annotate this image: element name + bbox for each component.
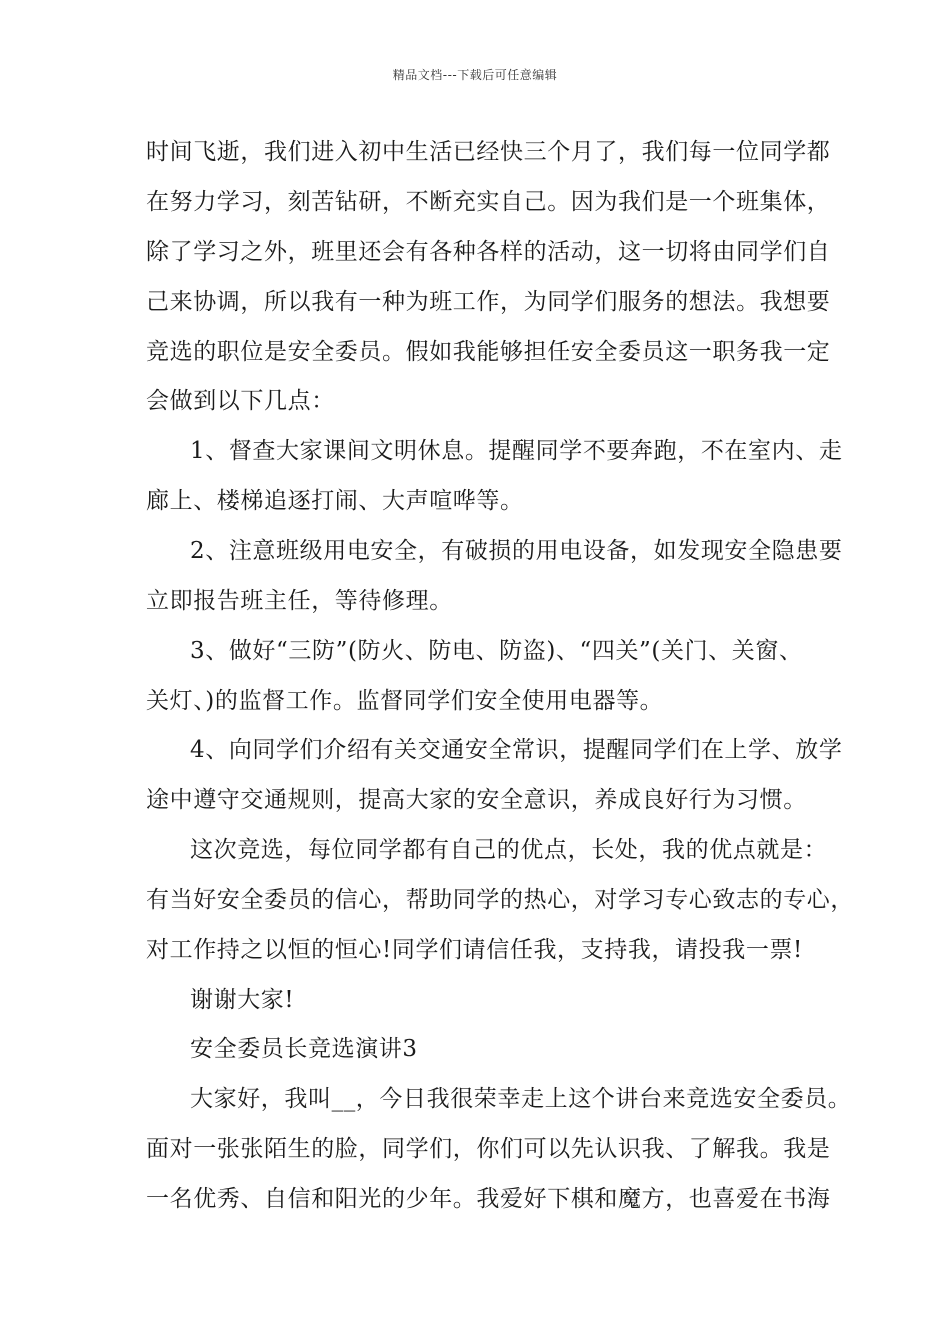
list-item-4-line-1: 4、向同学们介绍有关交通安全常识，提醒同学们在上学、放学 [190, 737, 843, 763]
list-item-3-line-1: 3、做好“三防”(防火、防电、防盗)、“四关”(关门、关窗、 [190, 638, 803, 664]
list-item-1-line-1: 1、督查大家课间文明休息。提醒同学不要奔跑，不在室内、走 [190, 438, 843, 464]
list-item-4-line-2: 途中遵守交通规则，提高大家的安全意识，养成良好行为习惯。 [146, 787, 807, 813]
closing-paragraph-line-2: 有当好安全委员的信心，帮助同学的热心，对学习专心致志的专心， [146, 887, 854, 913]
text-line-3: 除了学习之外，班里还会有各种各样的活动，这一切将由同学们自 [146, 239, 831, 265]
page-header: 精品文档---下载后可任意编辑 [392, 68, 558, 82]
text-line-5: 竞选的职位是安全委员。假如我能够担任安全委员这一职务我一定 [146, 339, 831, 365]
closing-paragraph-line-3: 对工作持之以恒的恒心!同学们请信任我，支持我，请投我一票! [146, 937, 803, 963]
speech-3-line-1: 大家好，我叫__，今日我很荣幸走上这个讲台来竞选安全委员。 [190, 1086, 852, 1112]
list-item-1-line-2: 廊上、楼梯追逐打闹、大声喧哗等。 [146, 488, 524, 514]
text-line-6: 会做到以下几点： [146, 388, 335, 414]
list-item-2-line-2: 立即报告班主任，等待修理。 [146, 588, 453, 614]
text-line-2: 在努力学习，刻苦钻研，不断充实自己。因为我们是一个班集体， [146, 189, 831, 215]
closing-paragraph-line-1: 这次竞选，每位同学都有自己的优点，长处，我的优点就是： [190, 837, 828, 863]
speech-3-line-2: 面对一张张陌生的脸，同学们，你们可以先认识我、了解我。我是 [146, 1136, 831, 1162]
thanks-line: 谢谢大家! [190, 987, 295, 1013]
list-item-3-line-2: 关灯、)的监督工作。监督同学们安全使用电器等。 [146, 688, 664, 714]
speech-3-line-3: 一名优秀、自信和阳光的少年。我爱好下棋和魔方，也喜爱在书海 [146, 1186, 831, 1212]
section-title: 安全委员长竞选演讲3 [190, 1036, 418, 1062]
text-line-1: 时间飞逝，我们进入初中生活已经快三个月了，我们每一位同学都 [146, 139, 831, 165]
text-line-4: 己来协调，所以我有一种为班工作，为同学们服务的想法。我想要 [146, 289, 831, 315]
list-item-2-line-1: 2、注意班级用电安全，有破损的用电设备，如发现安全隐患要 [190, 538, 843, 564]
